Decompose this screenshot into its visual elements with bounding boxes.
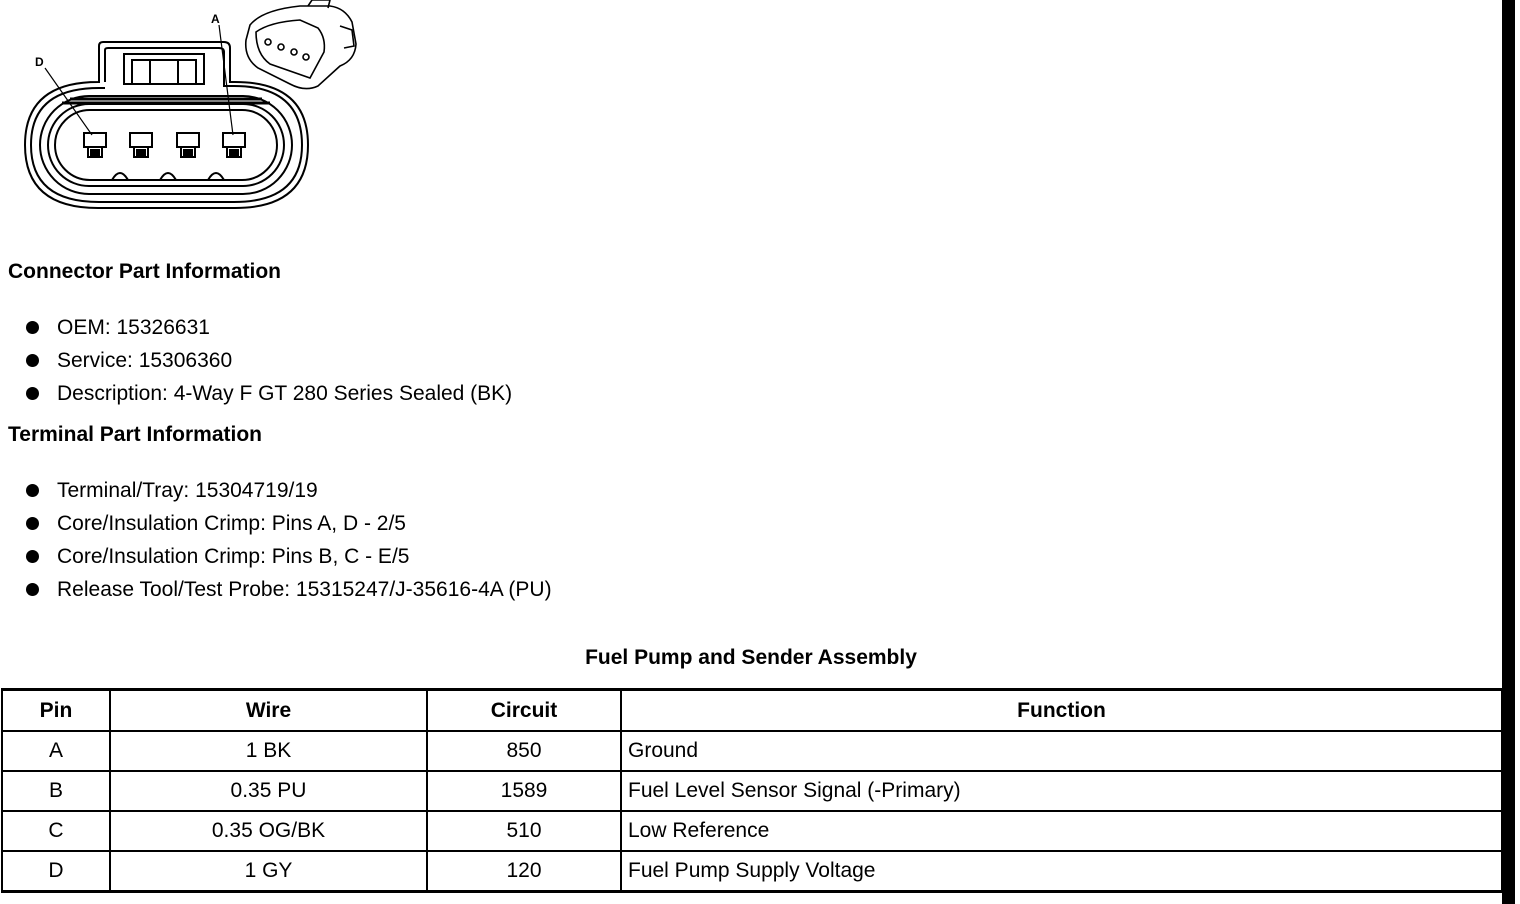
- list-item-text: Terminal/Tray: 15304719/19: [57, 479, 318, 502]
- list-item-text: Core/Insulation Crimp: Pins A, D - 2/5: [57, 512, 406, 535]
- header-function: Function: [621, 690, 1502, 732]
- cell-pin: A: [2, 731, 110, 771]
- list-item-text: Service: 15306360: [57, 349, 233, 372]
- cell-wire: 0.35 PU: [110, 771, 427, 811]
- list-item-text: Core/Insulation Crimp: Pins B, C - E/5: [57, 545, 410, 568]
- header-wire: Wire: [110, 690, 427, 732]
- bullet-icon: [26, 321, 39, 334]
- table-row: [2, 851, 1502, 892]
- cell-function: Low Reference: [621, 811, 1502, 851]
- header-circuit: Circuit: [427, 690, 621, 732]
- cavity-b: [177, 133, 199, 157]
- cavity-c: [130, 133, 152, 157]
- cavity-a: [223, 133, 245, 157]
- cell-wire: 1 BK: [110, 731, 427, 771]
- connector-3d-icon: [246, 0, 356, 89]
- table-row: [2, 731, 1502, 771]
- table-row: [2, 771, 1502, 811]
- pin-label-d: D: [35, 55, 44, 69]
- bullet-icon: [26, 583, 39, 596]
- cell-circuit: 850: [427, 731, 621, 771]
- list-item-text: OEM: 15326631: [57, 316, 210, 339]
- table-title: Fuel Pump and Sender Assembly: [585, 646, 917, 669]
- cell-function: Fuel Level Sensor Signal (-Primary): [621, 771, 1502, 811]
- terminal-info-title: Terminal Part Information: [8, 423, 262, 446]
- cell-function: Fuel Pump Supply Voltage: [621, 851, 1502, 892]
- bullet-icon: [26, 484, 39, 497]
- connector-info-title: Connector Part Information: [8, 260, 282, 283]
- cell-pin: D: [2, 851, 110, 892]
- cell-pin: B: [2, 771, 110, 811]
- cell-pin: C: [2, 811, 110, 851]
- list-item: [0, 511, 552, 544]
- cell-circuit: 120: [427, 851, 621, 892]
- table-row: [2, 811, 1502, 851]
- page-right-border: [1502, 0, 1515, 904]
- cell-circuit: 510: [427, 811, 621, 851]
- table-header-row: [2, 690, 1502, 732]
- header-pin: Pin: [2, 690, 110, 732]
- list-item: [0, 577, 552, 610]
- list-item-text: Release Tool/Test Probe: 15315247/J-35616-4A (PU): [57, 578, 552, 601]
- list-item-text: Description: 4-Way F GT 280 Series Sealed (BK): [57, 382, 513, 405]
- terminal-info-list: [0, 478, 552, 610]
- pin-label-a: A: [211, 12, 220, 26]
- bullet-icon: [26, 517, 39, 530]
- list-item: [0, 315, 512, 348]
- cell-circuit: 1589: [427, 771, 621, 811]
- bullet-icon: [26, 354, 39, 367]
- list-item: [0, 544, 552, 577]
- list-item: [0, 381, 512, 414]
- cell-wire: 1 GY: [110, 851, 427, 892]
- bullet-icon: [26, 550, 39, 563]
- list-item: [0, 348, 512, 381]
- cell-wire: 0.35 OG/BK: [110, 811, 427, 851]
- bullet-icon: [26, 387, 39, 400]
- connector-diagram: [0, 0, 380, 220]
- cavity-d: [84, 133, 106, 157]
- list-item: [0, 478, 552, 511]
- cell-function: Ground: [621, 731, 1502, 771]
- pin-table: [1, 688, 1503, 893]
- connector-info-list: [0, 315, 512, 414]
